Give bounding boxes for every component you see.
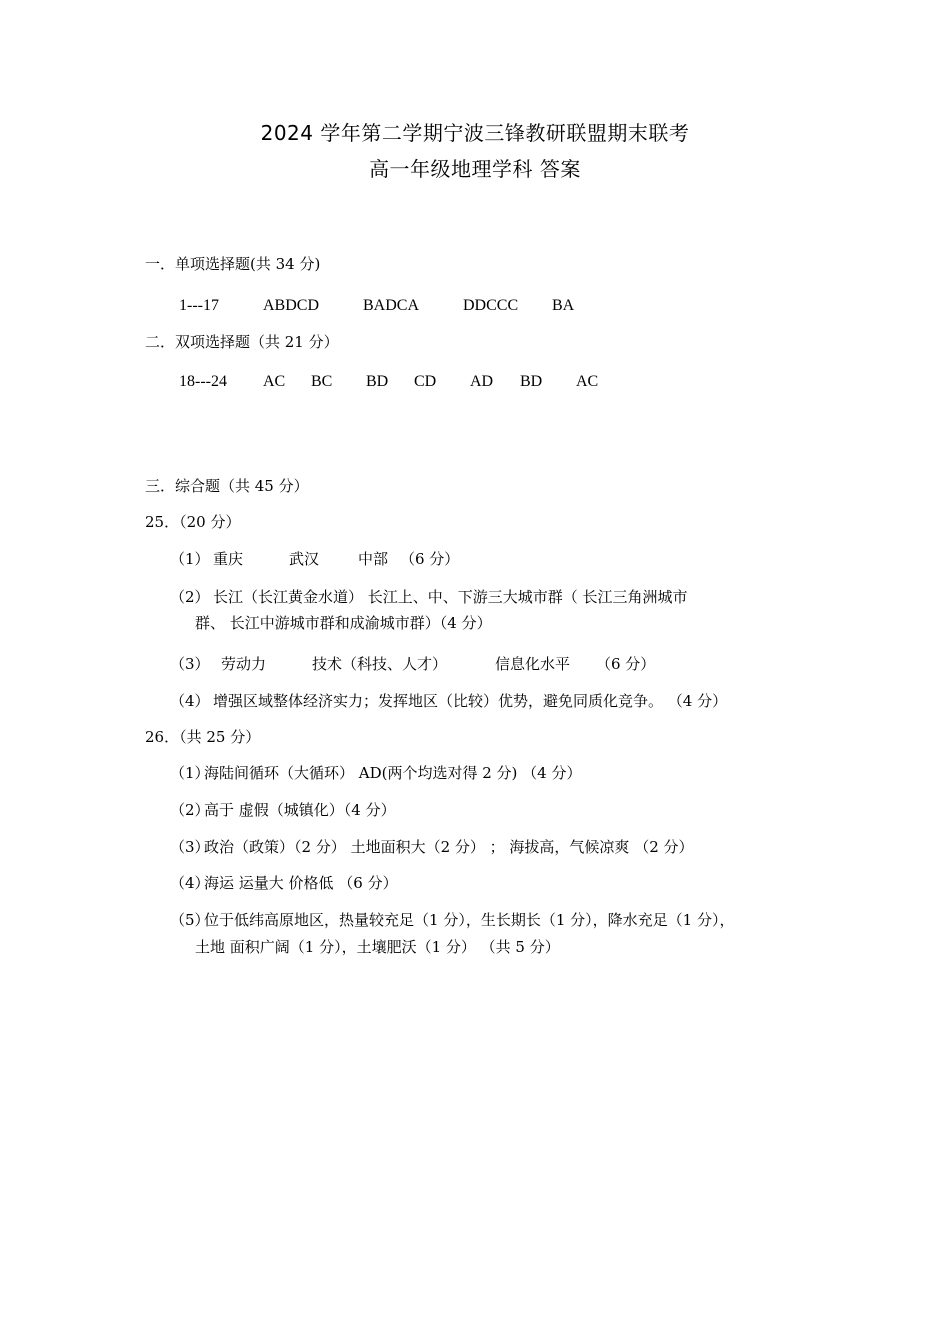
q26-3-label: （3） — [170, 838, 210, 856]
q25-3-score: （6 分） — [596, 655, 656, 673]
q25-1-label: （1） — [170, 550, 210, 568]
section2-range: 18---24 — [179, 373, 227, 390]
q26-5-answer-line1: 位于低纬高原地区，热量较充足（1 分），生长期长（1 分），降水充足（1 分）， — [204, 911, 735, 929]
section1-group-4: BA — [552, 297, 575, 314]
q25-1-answer-b: 武汉 — [289, 550, 320, 568]
section2-answer-22: AD — [470, 373, 494, 390]
q25-heading: 25．（20 分） — [145, 513, 241, 531]
q25-2-label: （2） — [170, 588, 210, 606]
q25-4-answer: 增强区域整体经济实力；发挥地区（比较）优势，避免同质化竞争。 （4 分） — [213, 692, 728, 710]
q25-1-score: （6 分） — [400, 550, 460, 568]
q26-heading: 26．（共 25 分） — [145, 728, 261, 746]
document-subtitle: 高一年级地理学科 答案 — [369, 157, 581, 181]
q26-4-answer: 海运 运量大 价格低 （6 分） — [204, 874, 398, 892]
section2-answer-18: AC — [263, 373, 286, 390]
section1-group-3: DDCCC — [463, 297, 519, 314]
q26-5-answer-line2: 土地 面积广阔（1 分），土壤肥沃（1 分） （共 5 分） — [195, 938, 560, 956]
section1-group-2: BADCA — [363, 297, 420, 314]
q25-4-label: （4） — [170, 692, 210, 710]
section1-range: 1---17 — [179, 297, 219, 314]
q25-1-answer-a: 重庆 — [213, 550, 244, 568]
q26-4-label: （4） — [170, 874, 210, 892]
document-title: 2024 学年第二学期宁波三锋教研联盟期末联考 — [260, 121, 690, 145]
q25-3-answer-b: 技术（科技、人才） — [312, 655, 448, 673]
q25-2-answer-line2: 群、 长江中游城市群和成渝城市群）（4 分） — [195, 614, 492, 632]
q25-3-answer-c: 信息化水平 — [495, 655, 571, 673]
q25-2-answer-line1: 长江（长江黄金水道） 长江上、中、下游三大城市群（ 长江三角洲城市 — [213, 588, 688, 606]
q25-1-answer-c: 中部 — [358, 550, 389, 568]
q25-3-answer-a: 劳动力 — [221, 655, 267, 673]
q25-3-label: （3） — [170, 655, 210, 673]
q26-1-answer: 海陆间循环（大循环） AD(两个均选对得 2 分) （4 分） — [204, 764, 582, 782]
section2-answer-20: BD — [366, 373, 389, 390]
section2-answer-23: BD — [520, 373, 543, 390]
q26-2-label: （2） — [170, 801, 210, 819]
q26-3-answer: 政治（政策）（2 分） 土地面积大（2 分） ； 海拔高，气候凉爽 （2 分） — [204, 838, 694, 856]
section3-heading: 三．综合题（共 45 分） — [145, 477, 309, 495]
section1-heading: 一．单项选择题(共 34 分) — [145, 255, 321, 273]
section2-answer-19: BC — [311, 373, 333, 390]
q26-5-label: （5） — [170, 911, 210, 929]
section2-answer-24: AC — [576, 373, 599, 390]
section1-group-1: ABDCD — [263, 297, 320, 314]
section2-heading: 二．双项选择题（共 21 分） — [145, 333, 339, 351]
section2-answer-21: CD — [414, 373, 437, 390]
q26-1-label: （1） — [170, 764, 210, 782]
q26-2-answer: 高于 虚假（城镇化）（4 分） — [204, 801, 396, 819]
